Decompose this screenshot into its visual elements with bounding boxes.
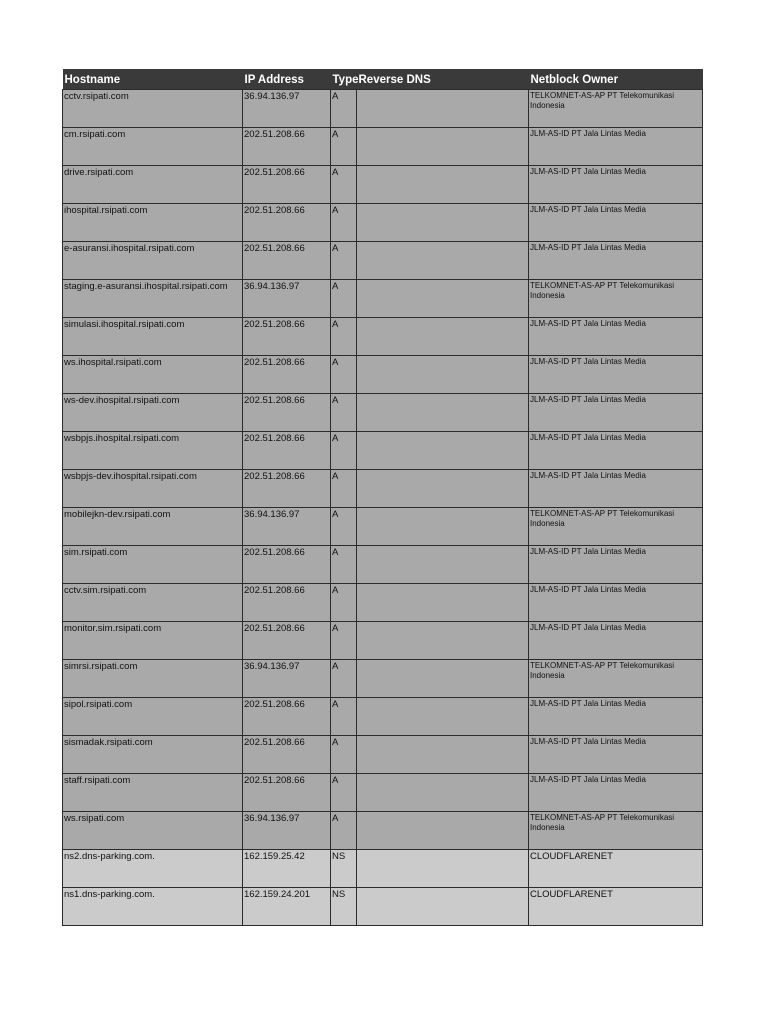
cell-netblock-owner: JLM-AS-ID PT Jala Lintas Media <box>529 584 703 622</box>
cell-reverse-dns <box>357 850 529 888</box>
cell-hostname: ns1.dns-parking.com. <box>63 888 243 926</box>
table-row <box>63 774 703 812</box>
cell-hostname: simulasi.ihospital.rsipati.com <box>63 318 243 356</box>
cell-netblock-owner: JLM-AS-ID PT Jala Lintas Media <box>529 128 703 166</box>
cell-reverse-dns <box>357 622 529 660</box>
cell-reverse-dns <box>357 280 529 318</box>
cell-hostname: mobilejkn-dev.rsipati.com <box>63 508 243 546</box>
table-row <box>63 204 703 242</box>
cell-netblock-owner: JLM-AS-ID PT Jala Lintas Media <box>529 470 703 508</box>
cell-ip-address: 202.51.208.66 <box>243 318 331 356</box>
cell-hostname: ws.rsipati.com <box>63 812 243 850</box>
table-row <box>63 470 703 508</box>
cell-reverse-dns <box>357 128 529 166</box>
cell-type: A <box>331 356 357 394</box>
table-row <box>63 90 703 128</box>
cell-ip-address: 202.51.208.66 <box>243 204 331 242</box>
cell-reverse-dns <box>357 508 529 546</box>
cell-ip-address: 162.159.25.42 <box>243 850 331 888</box>
header-reverse-dns: Reverse DNS <box>357 69 529 90</box>
cell-type: A <box>331 470 357 508</box>
cell-type: A <box>331 242 357 280</box>
cell-netblock-owner: TELKOMNET-AS-AP PT Telekomunikasi Indonesia <box>529 508 703 546</box>
cell-netblock-owner: JLM-AS-ID PT Jala Lintas Media <box>529 546 703 584</box>
cell-ip-address: 202.51.208.66 <box>243 698 331 736</box>
cell-ip-address: 202.51.208.66 <box>243 432 331 470</box>
cell-hostname: staging.e-asuransi.ihospital.rsipati.com <box>63 280 243 318</box>
table-row <box>63 584 703 622</box>
cell-reverse-dns <box>357 318 529 356</box>
table-row <box>63 432 703 470</box>
cell-ip-address: 202.51.208.66 <box>243 128 331 166</box>
cell-reverse-dns <box>357 90 529 128</box>
cell-reverse-dns <box>357 698 529 736</box>
cell-netblock-owner: JLM-AS-ID PT Jala Lintas Media <box>529 432 703 470</box>
table-row <box>63 546 703 584</box>
cell-netblock-owner: CLOUDFLARENET <box>529 850 703 888</box>
cell-type: A <box>331 698 357 736</box>
cell-ip-address: 202.51.208.66 <box>243 774 331 812</box>
cell-reverse-dns <box>357 242 529 280</box>
cell-netblock-owner: JLM-AS-ID PT Jala Lintas Media <box>529 166 703 204</box>
cell-reverse-dns <box>357 432 529 470</box>
cell-type: A <box>331 736 357 774</box>
table-row <box>63 850 703 888</box>
cell-ip-address: 202.51.208.66 <box>243 394 331 432</box>
cell-ip-address: 202.51.208.66 <box>243 166 331 204</box>
cell-hostname: simrsi.rsipati.com <box>63 660 243 698</box>
cell-netblock-owner: CLOUDFLARENET <box>529 888 703 926</box>
cell-ip-address: 202.51.208.66 <box>243 584 331 622</box>
cell-ip-address: 202.51.208.66 <box>243 470 331 508</box>
cell-type: A <box>331 280 357 318</box>
header-netblock-owner: Netblock Owner <box>529 69 703 90</box>
table-row <box>63 508 703 546</box>
cell-hostname: cm.rsipati.com <box>63 128 243 166</box>
cell-reverse-dns <box>357 736 529 774</box>
cell-netblock-owner: JLM-AS-ID PT Jala Lintas Media <box>529 204 703 242</box>
cell-hostname: ns2.dns-parking.com. <box>63 850 243 888</box>
cell-reverse-dns <box>357 166 529 204</box>
table-body <box>63 90 703 926</box>
cell-netblock-owner: TELKOMNET-AS-AP PT Telekomunikasi Indonesia <box>529 90 703 128</box>
cell-netblock-owner: JLM-AS-ID PT Jala Lintas Media <box>529 774 703 812</box>
cell-reverse-dns <box>357 812 529 850</box>
cell-reverse-dns <box>357 204 529 242</box>
cell-type: A <box>331 622 357 660</box>
table-row <box>63 888 703 926</box>
table-row <box>63 128 703 166</box>
cell-netblock-owner: JLM-AS-ID PT Jala Lintas Media <box>529 622 703 660</box>
table-row <box>63 318 703 356</box>
cell-ip-address: 202.51.208.66 <box>243 736 331 774</box>
cell-type: A <box>331 508 357 546</box>
cell-netblock-owner: JLM-AS-ID PT Jala Lintas Media <box>529 356 703 394</box>
cell-ip-address: 162.159.24.201 <box>243 888 331 926</box>
header-row <box>63 69 703 90</box>
cell-reverse-dns <box>357 888 529 926</box>
cell-hostname: sismadak.rsipati.com <box>63 736 243 774</box>
cell-hostname: monitor.sim.rsipati.com <box>63 622 243 660</box>
cell-netblock-owner: JLM-AS-ID PT Jala Lintas Media <box>529 318 703 356</box>
cell-netblock-owner: JLM-AS-ID PT Jala Lintas Media <box>529 394 703 432</box>
cell-ip-address: 202.51.208.66 <box>243 622 331 660</box>
cell-ip-address: 36.94.136.97 <box>243 660 331 698</box>
cell-reverse-dns <box>357 356 529 394</box>
table-row <box>63 622 703 660</box>
cell-type: A <box>331 584 357 622</box>
cell-hostname: wsbpjs-dev.ihospital.rsipati.com <box>63 470 243 508</box>
header-hostname: Hostname <box>63 69 243 90</box>
cell-ip-address: 36.94.136.97 <box>243 90 331 128</box>
dns-records-table <box>62 69 703 926</box>
cell-hostname: wsbpjs.ihospital.rsipati.com <box>63 432 243 470</box>
cell-type: NS <box>331 888 357 926</box>
table-row <box>63 812 703 850</box>
cell-netblock-owner: TELKOMNET-AS-AP PT Telekomunikasi Indonesia <box>529 660 703 698</box>
cell-reverse-dns <box>357 660 529 698</box>
cell-reverse-dns <box>357 394 529 432</box>
cell-type: A <box>331 90 357 128</box>
cell-type: A <box>331 432 357 470</box>
cell-reverse-dns <box>357 470 529 508</box>
cell-ip-address: 202.51.208.66 <box>243 356 331 394</box>
cell-hostname: cctv.sim.rsipati.com <box>63 584 243 622</box>
cell-type: A <box>331 546 357 584</box>
cell-hostname: sim.rsipati.com <box>63 546 243 584</box>
cell-ip-address: 202.51.208.66 <box>243 546 331 584</box>
table-row <box>63 242 703 280</box>
cell-hostname: ws.ihospital.rsipati.com <box>63 356 243 394</box>
cell-netblock-owner: TELKOMNET-AS-AP PT Telekomunikasi Indonesia <box>529 812 703 850</box>
cell-hostname: cctv.rsipati.com <box>63 90 243 128</box>
cell-type: A <box>331 204 357 242</box>
table-row <box>63 280 703 318</box>
cell-type: A <box>331 774 357 812</box>
cell-reverse-dns <box>357 584 529 622</box>
cell-type: A <box>331 660 357 698</box>
cell-type: A <box>331 812 357 850</box>
cell-hostname: drive.rsipati.com <box>63 166 243 204</box>
cell-type: A <box>331 394 357 432</box>
cell-type: A <box>331 128 357 166</box>
cell-hostname: e-asuransi.ihospital.rsipati.com <box>63 242 243 280</box>
table-row <box>63 698 703 736</box>
cell-netblock-owner: JLM-AS-ID PT Jala Lintas Media <box>529 242 703 280</box>
cell-type: NS <box>331 850 357 888</box>
cell-hostname: staff.rsipati.com <box>63 774 243 812</box>
table-row <box>63 736 703 774</box>
cell-ip-address: 202.51.208.66 <box>243 242 331 280</box>
cell-type: A <box>331 318 357 356</box>
cell-netblock-owner: JLM-AS-ID PT Jala Lintas Media <box>529 736 703 774</box>
cell-netblock-owner: TELKOMNET-AS-AP PT Telekomunikasi Indonesia <box>529 280 703 318</box>
table-row <box>63 394 703 432</box>
cell-ip-address: 36.94.136.97 <box>243 508 331 546</box>
header-type: Type <box>331 69 357 90</box>
table-row <box>63 166 703 204</box>
cell-hostname: ihospital.rsipati.com <box>63 204 243 242</box>
table-row <box>63 660 703 698</box>
cell-hostname: ws-dev.ihospital.rsipati.com <box>63 394 243 432</box>
cell-hostname: sipol.rsipati.com <box>63 698 243 736</box>
cell-reverse-dns <box>357 774 529 812</box>
cell-ip-address: 36.94.136.97 <box>243 280 331 318</box>
cell-ip-address: 36.94.136.97 <box>243 812 331 850</box>
cell-reverse-dns <box>357 546 529 584</box>
cell-type: A <box>331 166 357 204</box>
header-ip-address: IP Address <box>243 69 331 90</box>
table-header <box>63 69 703 90</box>
cell-netblock-owner: JLM-AS-ID PT Jala Lintas Media <box>529 698 703 736</box>
table-row <box>63 356 703 394</box>
